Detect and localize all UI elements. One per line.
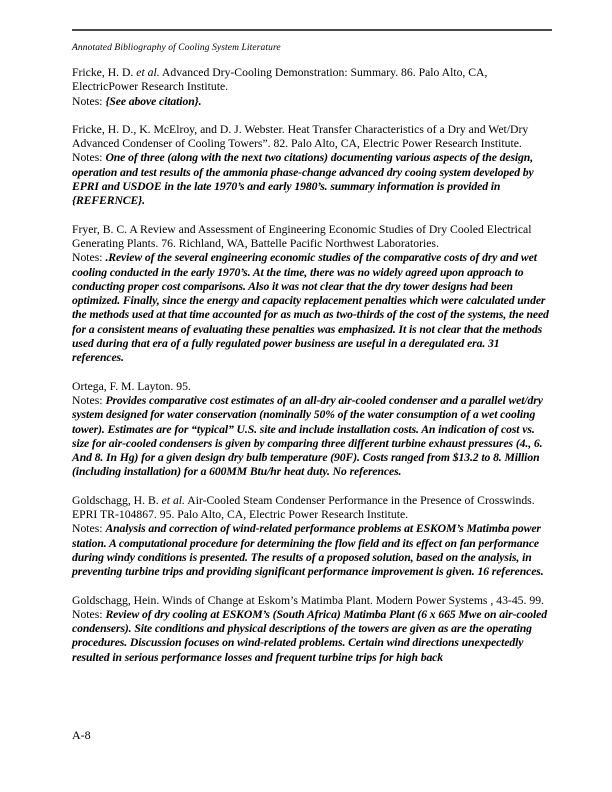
citation-text: Goldschagg, Hein. Winds of Change at Eskom’s Matimba Plant. Modern Power Systems , 43-45. 99. (72, 593, 544, 607)
notes-label: Notes: (72, 607, 106, 621)
bib-entry (72, 223, 553, 366)
notes (72, 151, 553, 208)
notes (72, 608, 553, 665)
citation (72, 380, 553, 394)
page-number: A-8 (72, 728, 91, 742)
citation (72, 494, 553, 523)
notes-label: Notes: (72, 522, 106, 536)
citation (72, 223, 553, 252)
notes-label: Notes: (72, 251, 106, 265)
citation-etal: et al. (161, 493, 185, 507)
notes-text: .Review of the several engineering economic studies of the comparative costs of dry and wet cooling conducted in the early 1970’s. At the time, there was no widely agreed upon approach to conducting proper cost comparisons. Also it was not clear that the dry tower designs had been optimized. Finally, since the energy and capacity replacement penalties which were calculated under the methods used at that time accounted for as much as two-thirds of the cost of the systems, the need for a consistent means of evaluating these penalties was emphasized. It is not clear that the methods used during that era of a fully regulated power business are useful in a deregulated era. 31 references. (72, 251, 549, 365)
citation-text: Fryer, B. C. A Review and Assessment of Engineering Economic Studies of Dry Cooled Electrical Generating Plants. 76. Richland, WA, Battelle Pacific Northwest Laboratories. (72, 222, 532, 250)
citation-text: Advanced Dry-Cooling Demonstration: Summary. 86. Palo Alto, CA, ElectricPower Research Institute. (72, 66, 488, 94)
notes (72, 251, 553, 365)
notes-label: Notes: (72, 393, 106, 407)
notes-text: {See above citation}. (105, 94, 202, 108)
citation (72, 594, 553, 608)
citation-text: Air-Cooled Steam Condenser Performance in the Presence of Crosswinds. EPRI TR-104867. 95. Palo Alto, CA, Electric Power Research Institute. (72, 493, 535, 522)
notes-text: Analysis and correction of wind-related performance problems at ESKOM’s Matimba power station. A computational procedure for determining the flow field and its effect on fan performance during windy conditions is presented. The results of a proposed solution, based on the analysis, in preventing turbine trips and providing significant performance improvement is given. 16 references. (72, 522, 544, 579)
bib-entry (72, 380, 553, 480)
notes-label: Notes: (72, 151, 106, 165)
bib-entry (72, 494, 553, 580)
bib-entry (72, 594, 553, 665)
header-rule (72, 29, 552, 31)
notes-text: Provides comparative cost estimates of an all-dry air-cooled condenser and a parallel wet/dry system designed for water conservation (nominally 50% of the water consumption of a wet cooling tower). Estimates are for “typical” U.S. site and include installation costs. An indication of cost vs. size for air-cooled condensers is given by comparing three different turbine exhaust pressures (4., 6. And 8. In Hg) for a given design dry bulb temperature (90F). Costs ranged from $13.2 to 8. Million (including installation) for a 600MM Btu/hr heat duty. No references. (72, 393, 543, 479)
notes-text: One of three (along with the next two citations) documenting various aspects of the design, operation and test results of the ammonia phase-change advanced dry cooing system developed by EPRI and USDOE in the late 1970’s and early 1980’s. summary information is provided in {REFERNCE}. (72, 151, 534, 208)
citation-text: Goldschagg, H. B. (72, 493, 162, 507)
notes (72, 95, 553, 109)
citation-text: Fricke, H. D. (72, 66, 137, 79)
bib-entry (72, 123, 553, 209)
bibliography-content (72, 66, 553, 679)
citation-etal: et al. (136, 66, 160, 79)
bib-entry (72, 66, 553, 109)
citation-text: Ortega, F. M. Layton. 95. (72, 379, 191, 393)
notes (72, 394, 553, 480)
running-header-title: Annotated Bibliography of Cooling System Literature (72, 43, 281, 53)
citation (72, 123, 553, 152)
notes-label: Notes: (72, 94, 106, 108)
citation-text: Fricke, H. D., K. McElroy, and D. J. Webster. Heat Transfer Characteristics of a Dry and Wet/Dry Advanced Condenser of Cooling Towers”. 82. Palo Alto, CA, Electric Power Research Institute. (72, 122, 529, 151)
citation (72, 66, 553, 95)
notes (72, 522, 553, 579)
notes-text: Review of dry cooling at ESKOM’s (South Africa) Matimba Plant (6 x 665 Mwe on air-cooled condensers). Site conditions and physical descriptions of the towers are given as are the operating procedures. Discussion focuses on wind-related problems. Certain wind directions unexpectedly resulted in serious performance losses and frequent turbine trips for high back (72, 607, 547, 664)
